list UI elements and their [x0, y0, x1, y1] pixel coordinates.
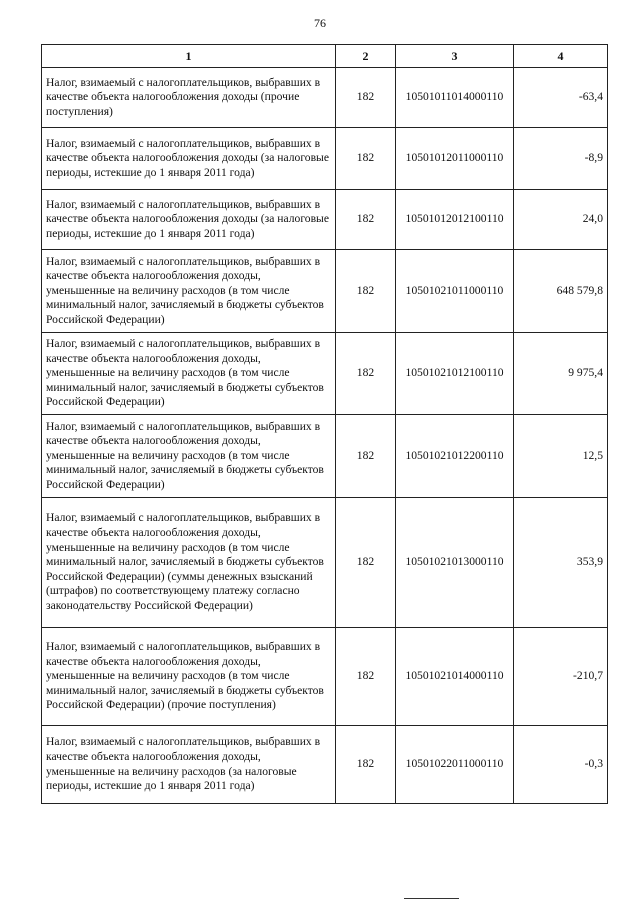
amount: -8,9 [514, 128, 608, 190]
budget-classification-code: 10501021012200110 [396, 415, 514, 498]
budget-classification-code: 10501021013000110 [396, 498, 514, 628]
table-row [42, 190, 608, 250]
revenue-table [41, 44, 608, 804]
admin-code: 182 [336, 498, 396, 628]
admin-code: 182 [336, 726, 396, 804]
column-header-3: 3 [396, 45, 514, 68]
table-row [42, 498, 608, 628]
tax-name: Налог, взимаемый с налогоплательщиков, выбравших в качестве объекта налогообложения доходы (прочие поступления) [42, 68, 336, 128]
tax-name: Налог, взимаемый с налогоплательщиков, выбравших в качестве объекта налогообложения доходы, уменьшенные на величину расходов (в том числе минимальный налог, зачисляемый в бюджеты субъектов Российской Федерации) (прочие поступления) [42, 628, 336, 726]
amount: 24,0 [514, 190, 608, 250]
table-row [42, 726, 608, 804]
admin-code: 182 [336, 628, 396, 726]
tax-name: Налог, взимаемый с налогоплательщиков, выбравших в качестве объекта налогообложения доходы, уменьшенные на величину расходов (за налоговые периоды, истекшие до 1 января 2011 года) [42, 726, 336, 804]
column-header-4: 4 [514, 45, 608, 68]
budget-classification-code: 10501021012100110 [396, 333, 514, 415]
budget-classification-code: 10501012012100110 [396, 190, 514, 250]
tax-name: Налог, взимаемый с налогоплательщиков, выбравших в качестве объекта налогообложения доходы, уменьшенные на величину расходов (в том числе минимальный налог, зачисляемый в бюджеты субъектов Российской Федерации) [42, 250, 336, 333]
table-row [42, 250, 608, 333]
tax-name: Налог, взимаемый с налогоплательщиков, выбравших в качестве объекта налогообложения доходы, уменьшенные на величину расходов (в том числе минимальный налог, зачисляемый в бюджеты субъектов Российской Федерации) (суммы денежных взысканий (штрафов) по соответствующему платежу согласно законодательству Российской Федерации) [42, 498, 336, 628]
table-row [42, 68, 608, 128]
amount: -63,4 [514, 68, 608, 128]
table-header-row [42, 45, 608, 68]
table-row [42, 628, 608, 726]
column-header-1: 1 [42, 45, 336, 68]
tax-name: Налог, взимаемый с налогоплательщиков, выбравших в качестве объекта налогообложения доходы, уменьшенные на величину расходов (в том числе минимальный налог, зачисляемый в бюджеты субъектов Российской Федерации) [42, 333, 336, 415]
table-row [42, 415, 608, 498]
table-row [42, 128, 608, 190]
column-header-2: 2 [336, 45, 396, 68]
tax-name: Налог, взимаемый с налогоплательщиков, выбравших в качестве объекта налогообложения доходы (за налоговые периоды, истекшие до 1 января 2011 года) [42, 190, 336, 250]
admin-code: 182 [336, 333, 396, 415]
budget-classification-code: 10501012011000110 [396, 128, 514, 190]
amount: 12,5 [514, 415, 608, 498]
amount: 353,9 [514, 498, 608, 628]
admin-code: 182 [336, 128, 396, 190]
amount: -210,7 [514, 628, 608, 726]
admin-code: 182 [336, 68, 396, 128]
amount: 648 579,8 [514, 250, 608, 333]
budget-classification-code: 10501022011000110 [396, 726, 514, 804]
tax-name: Налог, взимаемый с налогоплательщиков, выбравших в качестве объекта налогообложения доходы (за налоговые периоды, истекшие до 1 января 2011 года) [42, 128, 336, 190]
table-row [42, 333, 608, 415]
amount: 9 975,4 [514, 333, 608, 415]
budget-classification-code: 10501011014000110 [396, 68, 514, 128]
admin-code: 182 [336, 190, 396, 250]
tax-name: Налог, взимаемый с налогоплательщиков, выбравших в качестве объекта налогообложения доходы, уменьшенные на величину расходов (в том числе минимальный налог, зачисляемый в бюджеты субъектов Российской Федерации) [42, 415, 336, 498]
budget-classification-code: 10501021014000110 [396, 628, 514, 726]
admin-code: 182 [336, 250, 396, 333]
budget-classification-code: 10501021011000110 [396, 250, 514, 333]
admin-code: 182 [336, 415, 396, 498]
footer-rule [404, 898, 459, 899]
amount: -0,3 [514, 726, 608, 804]
page-number: 76 [314, 16, 326, 30]
